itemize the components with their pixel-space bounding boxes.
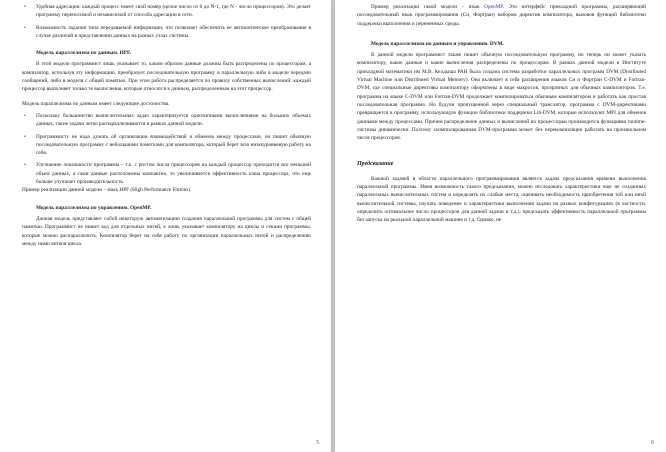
section-heading-hpf: Модель параллелизма по данным. HPF.	[36, 50, 132, 57]
bullet-item	[22, 133, 311, 158]
text-run: Пример реализации такой модели – язык	[371, 4, 485, 10]
page-content	[357, 3, 646, 225]
bullet-icon: •	[24, 112, 26, 119]
paragraph: Пример реализации данной модели – язык HPF (High Performance Fortran).	[22, 187, 192, 194]
bullet-text: Возможность задания типа передаваемой информации, что позволяет обеспечить ее автоматическое преобразование в случае различий в представлении данных на разных узлах системы.	[36, 24, 311, 39]
bullet-icon: •	[24, 162, 26, 169]
paragraph: В этой модели программист лишь указывает то, каким образом данные должны быть распределены по процессорам, а компилятор, используя эту информацию, преобразует последовательную программу в параллельную либо в модели передачи сообщений, либо в модели с общей памятью. При этом работа распределяется по правилу собственных вычислений: каждый процессор выполняет только те вычисления, которые относятся к данным, распределенным на этот процессор.	[22, 61, 311, 93]
document-page-5	[0, 0, 331, 452]
section-heading-prediction: Предсказание	[357, 161, 394, 168]
bullet-item	[22, 3, 311, 20]
paragraph: Модель параллелизма по данным имеет следующие достоинства.	[22, 100, 170, 107]
paragraph: В данной модели программист также пишет обычную последовательную программу, но теперь он может указать компилятору, какие данные и какие вычисления распределены по процессорам. В рамках данной модели в Институте прикладной математики им М.В. Келдыша РАН была создана система разработки параллельных программ DVM (Distributed Virtual Machine или Distributed Virtual Memory). Она включает в себя расширения языков Си и Фортран C-DVM и Fortran-DVM, где специальные директивы компилятору оформлены в виде макросов, прозрачных для обычных компиляторов. Т.е. программа на языке C-DVM или Fortran-DVM продолжает компилироваться обычным компилятором и работать как простая последовательная программа. Но будучи пропущенной через специальный транслятор, программа с DVM-директивами превращается в программу, использующую функции библиотеки поддержки Lib-DVM, которые используют MPI для обменов данными между процессами. Причем распределение данных и вычислений по процессорам производится функциями runtime-системы динамически. Поэтому скомпилированная DVM-программа может без перекомпиляции работать на произвольном числе процессоров.	[357, 52, 646, 142]
bullet-item	[22, 112, 311, 129]
paragraph	[357, 3, 646, 28]
bullet-icon: •	[24, 4, 26, 10]
section-heading-dvm: Модель параллелизма по данным и управлению. DVM.	[371, 40, 504, 47]
page-number: 5	[316, 440, 319, 446]
bullet-text: Поскольку большинство вычислительных задач характеризуется однотипными вычислениями на больших объемах данных, такие задачи легко распараллеливаются в рамках данной модели.	[36, 112, 311, 128]
bullet-text: Улучшение локальности программы – т.к. с ростом числа процессоров на каждый процессор приходится все меньший объем данных, а сами данные расположены компактно, то увеличивается эффективность кэша процессора, что еще больше улучшает производительность.	[36, 162, 311, 186]
bullet-text: Программисту не надо думать об организации взаимодействий и обменов между процессами, он пишет обычную последовательную программу с небольшими пометками для компилятора, который берет всю низкоуровневую работу на себя.	[36, 133, 311, 157]
bullet-icon: •	[24, 24, 26, 31]
paragraph: Важной задачей в области параллельного программирования является задача предсказания времени выполнения параллельной программы. Имея возможность такого предсказания, можно исследовать характеристики еще не созданных параллельных вычислительных систем и определять их слабые места, оценивать необходимость приобретения той или иной вычислительной системы, изучать поведение и характеристики выполнения задачи на разных конфигурациях (в частности, определить оптимальное число процессоров для данной задачи и т.д.), предсказать эффективность параллельной программы без запуска на реальной параллельной машине и т.д. Однако, не	[357, 175, 646, 224]
page-number: 6	[651, 440, 654, 446]
section-heading-openmp: Модель параллелизма по управлению. OpenMP.	[36, 204, 152, 211]
openmp-link[interactable]: OpenMP	[484, 4, 503, 10]
paragraph: Данная модель представляет собой некоторую автоматизацию создания параллельной программы для систем с общей памятью. Программист не пишет код для отдельных нитей, а лишь указывает компилятору на циклы и секции программы, которые можно распараллелить. Компилятор берет на себя работу по организации параллельных нитей и распределению между ними витков цикла.	[22, 215, 311, 247]
page-content	[22, 3, 311, 248]
document-page-6	[335, 0, 666, 452]
bullet-text: Удобная адресация: каждый процесс имеет свой номер (целое число от 0 до N-1, где N - число процессоров). Это делает программу переносимой и независимой от способа адресации в сети.	[36, 4, 311, 19]
bullet-icon: •	[24, 133, 26, 140]
text-run: . Это интерфейс прикладной программы, расширяющий последовательный язык программирования (Си, Фортран) набором директив компилятора, вызовов функций библиотеки поддержки выполнения и переменных среды.	[357, 4, 646, 27]
bullet-item	[22, 24, 311, 41]
bullet-item	[22, 161, 311, 186]
